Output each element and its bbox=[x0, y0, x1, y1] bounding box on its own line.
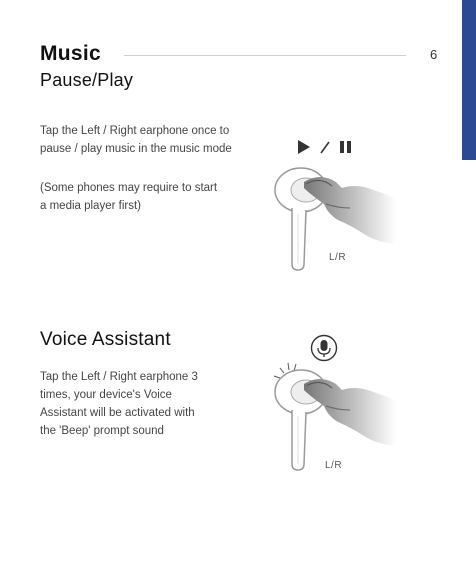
voice-assistant-title: Voice Assistant bbox=[40, 329, 171, 350]
title-divider bbox=[124, 55, 406, 56]
pause-icon bbox=[340, 141, 351, 153]
hand-icon bbox=[304, 379, 396, 446]
page-edge-tab bbox=[462, 0, 476, 160]
play-icon bbox=[298, 140, 310, 154]
earphone-tap-illustration bbox=[268, 360, 398, 472]
hand-icon bbox=[304, 177, 396, 244]
page-title: Music bbox=[40, 42, 102, 65]
earphone-label: L/R bbox=[329, 252, 347, 263]
music-note: (Some phones may require to start a media player first) bbox=[40, 182, 218, 212]
microphone-icon bbox=[310, 334, 338, 362]
play-pause-controls bbox=[296, 138, 356, 156]
music-instruction: Tap the Left / Right earphone once to pause / play music in the music mode bbox=[40, 125, 232, 155]
earphone-label: L/R bbox=[325, 460, 343, 471]
page-number: 6 bbox=[430, 47, 438, 62]
voice-instruction: Tap the Left / Right earphone 3 times, your device's Voice Assistant will be activated with the 'Beep' prompt sound bbox=[40, 371, 198, 437]
slash-icon bbox=[321, 142, 329, 153]
music-subtitle: Pause/Play bbox=[40, 70, 134, 90]
